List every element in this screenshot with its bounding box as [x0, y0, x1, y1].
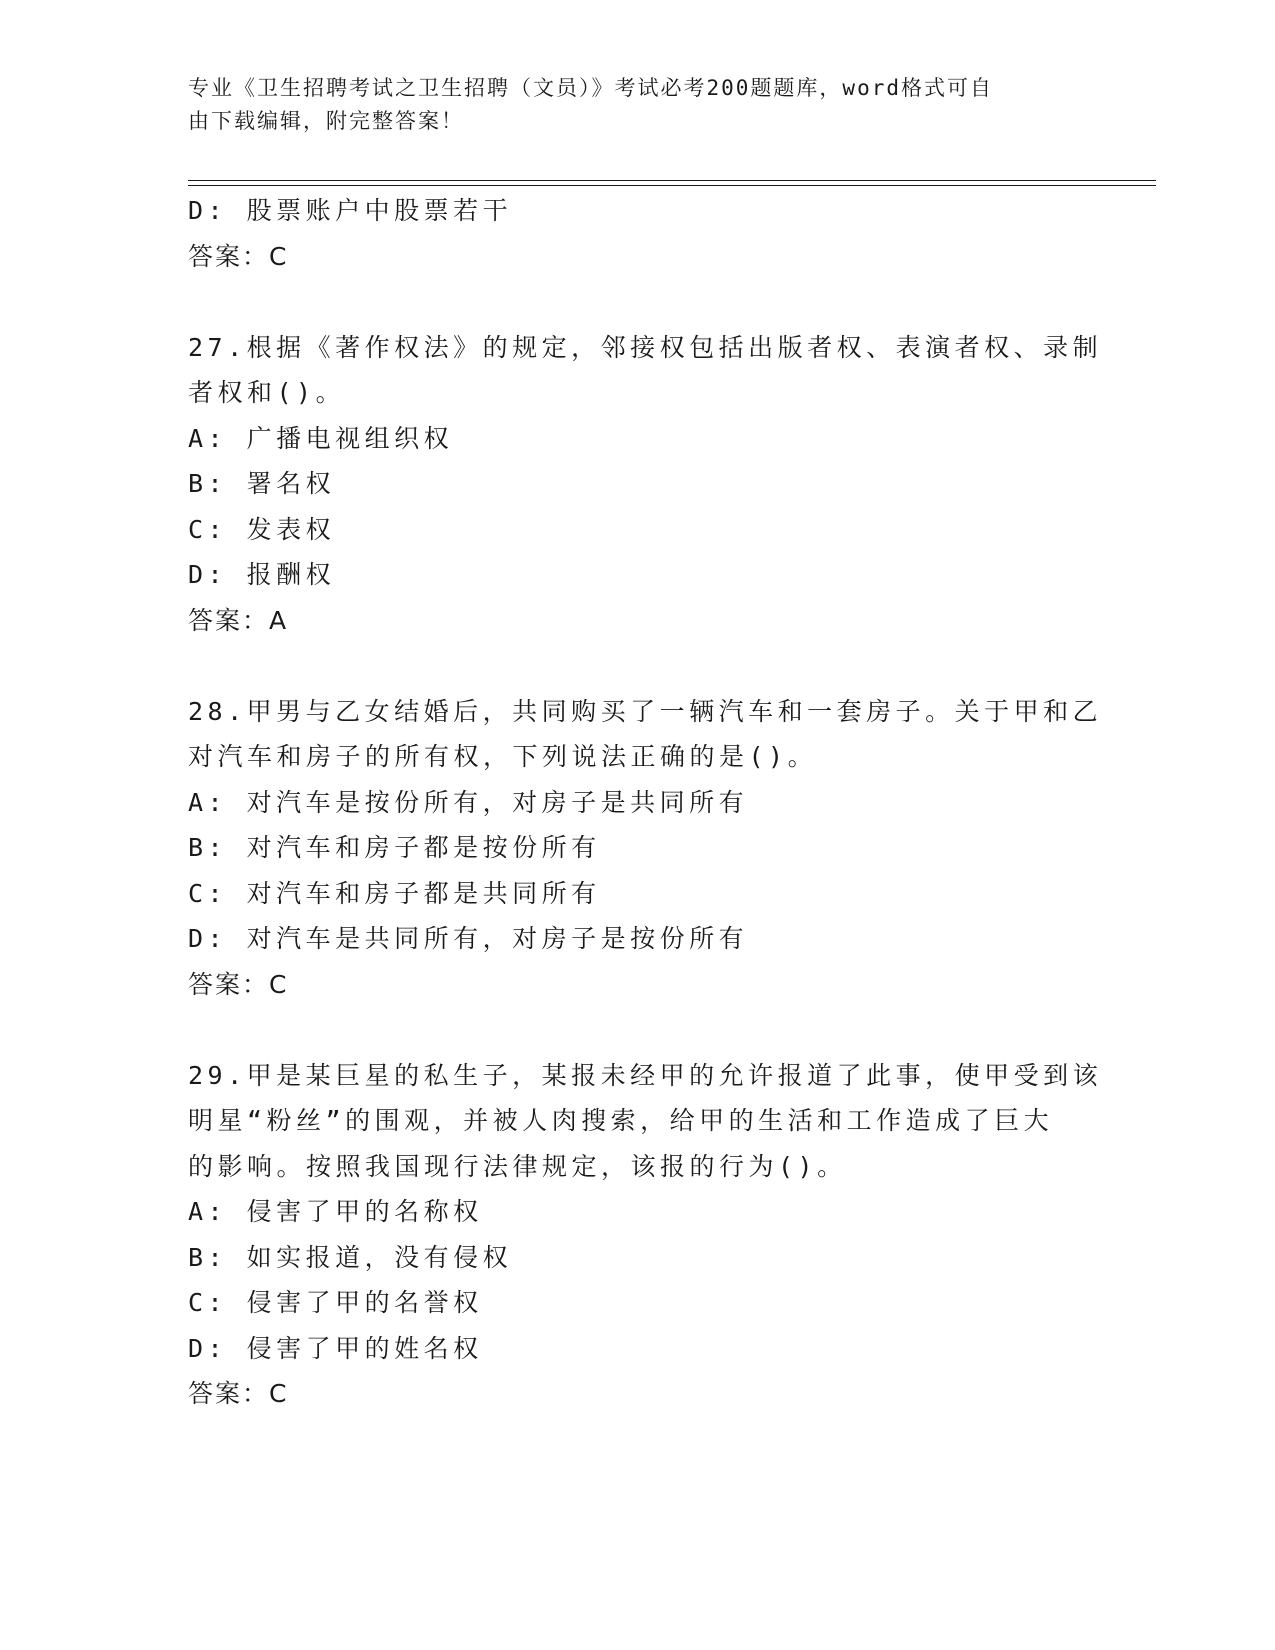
option-a: A: 侵害了甲的名称权	[188, 1197, 483, 1226]
question-stem-line: 27.根据《著作权法》的规定，邻接权包括出版者权、表演者权、录制	[188, 332, 1103, 362]
question-stem-line: 29.甲是某巨星的私生子，某报未经甲的允许报道了此事，使甲受到该	[188, 1060, 1103, 1090]
spacer	[188, 279, 1088, 325]
question-29	[188, 1053, 1103, 1417]
option-d: D: 对汽车是共同所有，对房子是按份所有	[188, 924, 749, 953]
question-28	[188, 689, 1103, 1008]
header-divider-bottom	[188, 185, 1156, 186]
spacer	[188, 1007, 1088, 1053]
option-a: A: 广播电视组织权	[188, 423, 454, 453]
answer: 答案：C	[188, 1379, 289, 1408]
document-body	[188, 188, 1103, 1417]
option-d: D: 报酬权	[188, 560, 336, 589]
option-c: C: 发表权	[188, 514, 336, 544]
question-stem-line: 的影响。按照我国现行法律规定，该报的行为()。	[188, 1151, 847, 1181]
question-stem-line: 对汽车和房子的所有权，下列说法正确的是()。	[188, 742, 818, 771]
option-c: C: 侵害了甲的名誉权	[188, 1288, 483, 1317]
document-header	[188, 72, 1088, 138]
answer: 答案：C	[188, 241, 289, 271]
header-line-1: 专业《卫生招聘考试之卫生招聘（文员）》考试必考200题题库，word格式可自	[188, 76, 993, 100]
option-b: B: 对汽车和房子都是按份所有	[188, 833, 601, 862]
header-line-2: 由下载编辑，附完整答案！	[188, 109, 464, 133]
answer: 答案：A	[188, 605, 289, 635]
question-stem-line: 明星“粉丝”的围观，并被人肉搜索，给甲的生活和工作造成了巨大	[188, 1106, 1054, 1135]
option-b: B: 如实报道，没有侵权	[188, 1242, 513, 1272]
option-a: A: 对汽车是按份所有，对房子是共同所有	[188, 787, 749, 817]
option-b: B: 署名权	[188, 469, 336, 498]
previous-question-tail	[188, 188, 1088, 279]
question-27	[188, 325, 1103, 644]
question-stem-line: 28.甲男与乙女结婚后，共同购买了一辆汽车和一套房子。关于甲和乙	[188, 696, 1103, 726]
question-stem-line: 者权和()。	[188, 378, 346, 407]
option-d: D: 侵害了甲的姓名权	[188, 1333, 483, 1363]
option-c: C: 对汽车和房子都是共同所有	[188, 878, 601, 908]
header-divider-top	[188, 180, 1156, 181]
option-d: D: 股票账户中股票若干	[188, 196, 513, 225]
answer: 答案：C	[188, 969, 289, 999]
spacer	[188, 643, 1088, 689]
